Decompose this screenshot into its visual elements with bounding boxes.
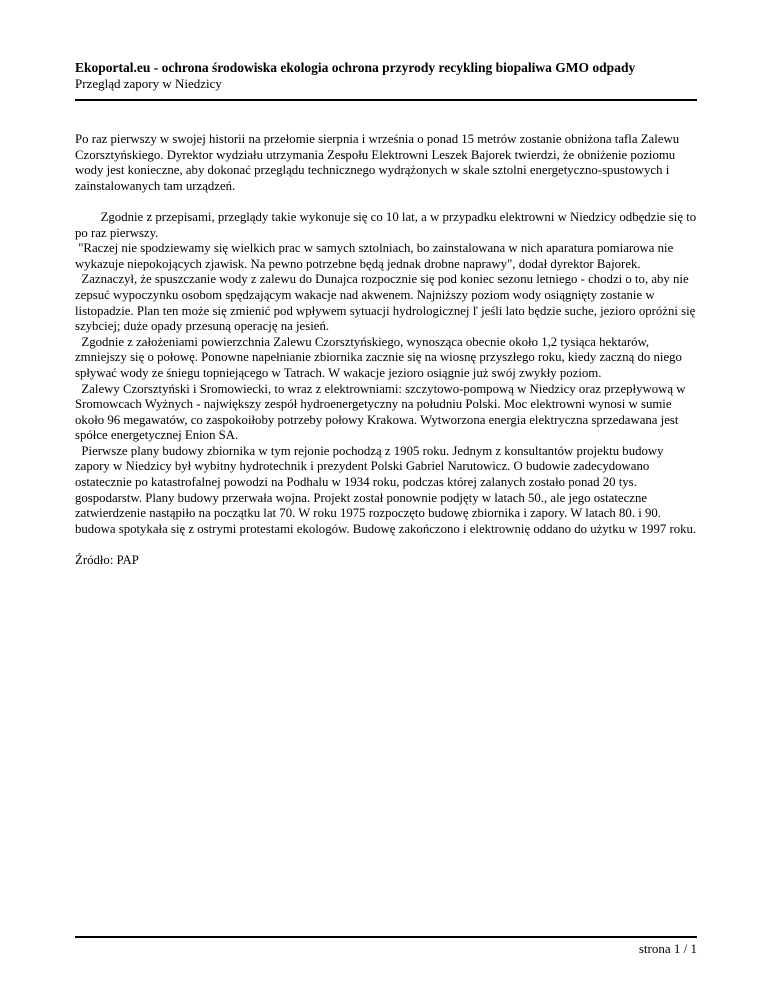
paragraph: Pierwsze plany budowy zbiornika w tym rejonie pochodzą z 1905 roku. Jednym z konsultantów projektu budowy zapory w Niedzicy był wybitny hydrotechnik i prezydent Polski Gabriel Narutowicz. O budowie zadecydowano ostatecznie po katastrofalnej powodzi na Podhalu w 1934 roku, podczas której zalanych zostało ponad 20 tys. gospodarstw. Plany budowy przerwała wojna. Projekt został ponownie podjęty w latach 50., ale jego ostateczne zatwierdzenie nastąpiło na początku lat 70. W roku 1975 rozpoczęto budowę zbiornika i zapory. W latach 80. i 90. budowa spotykała się z ostrymi protestami ekologów. Budowę zakończono i elektrownię oddano do użytku w 1997 roku. <box>75 443 697 536</box>
site-title: Ekoportal.eu - ochrona środowiska ekologia ochrona przyrody recykling biopaliwa GMO odpady <box>75 60 636 75</box>
document-footer <box>75 936 697 957</box>
paragraph: Zaznaczył, że spuszczanie wody z zalewu do Dunajca rozpocznie się pod koniec sezonu letniego - chodzi o to, aby nie zepsuć wypoczynku osobom spędzającym wakacje nad akwenem. Najniższy poziom wody osiągnięty zostanie w listopadzie. Plan ten może się zmienić pod wpływem sytuacji hydrologicznej ľ jeśli lato będzie suche, jezioro opróżni się szybciej; duże opady przesuną operację na jesień. <box>75 272 699 334</box>
header-divider <box>75 99 697 101</box>
paragraph: "Raczej nie spodziewamy się wielkich prac w samych sztolniach, bo zainstalowana w nich aparatura pomiarowa nie wykazuje niepokojących zjawisk. Na pewno potrzebne będą jednak drobne naprawy", dodał dyrektor Bajorek. <box>75 241 677 271</box>
paragraph-lead: Po raz pierwszy w swojej historii na przełomie sierpnia i września o ponad 15 metrów zostanie obniżona tafla Zalewu Czorsztyńskiego. Dyrektor wydziału utrzymania Zespołu Elektrowni Leszek Bajorek twierdzi, że obniżenie poziomu wody jest konieczne, aby dokonać przeglądu technicznego wydrążonych w skale sztolni energetyczno-spustowych i zainstalowanych tam urządzeń. <box>75 132 683 193</box>
article-title: Przegląd zapory w Niedzicy <box>75 76 222 91</box>
paragraph: Zalewy Czorsztyński i Sromowiecki, to wraz z elektrowniami: szczytowo-pompową w Niedzicy oraz przepływową w Sromowcach Wyżnych - największy zespół hydroenergetyczny na południu Polski. Moc elektrowni wynosi w sumie około 96 megawatów, co zaspokoiłoby potrzeby połowy Krakowa. Wytworzona energia elektryczna sprzedawana jest spółce energetycznej Enion SA. <box>75 381 689 443</box>
article-body <box>75 132 700 569</box>
document-header <box>75 60 697 101</box>
footer-divider <box>75 936 697 938</box>
paragraph: Zgodnie z przepisami, przeglądy takie wykonuje się co 10 lat, a w przypadku elektrowni w Niedzicy odbędzie się to po raz pierwszy. <box>75 209 700 240</box>
source-line: Źródło: PAP <box>75 553 139 568</box>
paragraph: Zgodnie z założeniami powierzchnia Zalewu Czorsztyńskiego, wynosząca obecnie około 1,2 tysiąca hektarów, zmniejszy się o połowę. Ponowne napełnianie zbiornika zacznie się na wiosnę przyszłego roku, kiedy zaczną do niego spływać wody ze śniegu topniejącego w Tatrach. W wakacje jezioro osiągnie już swój zwykły poziom. <box>75 334 686 380</box>
page-number: strona 1 / 1 <box>638 941 697 956</box>
